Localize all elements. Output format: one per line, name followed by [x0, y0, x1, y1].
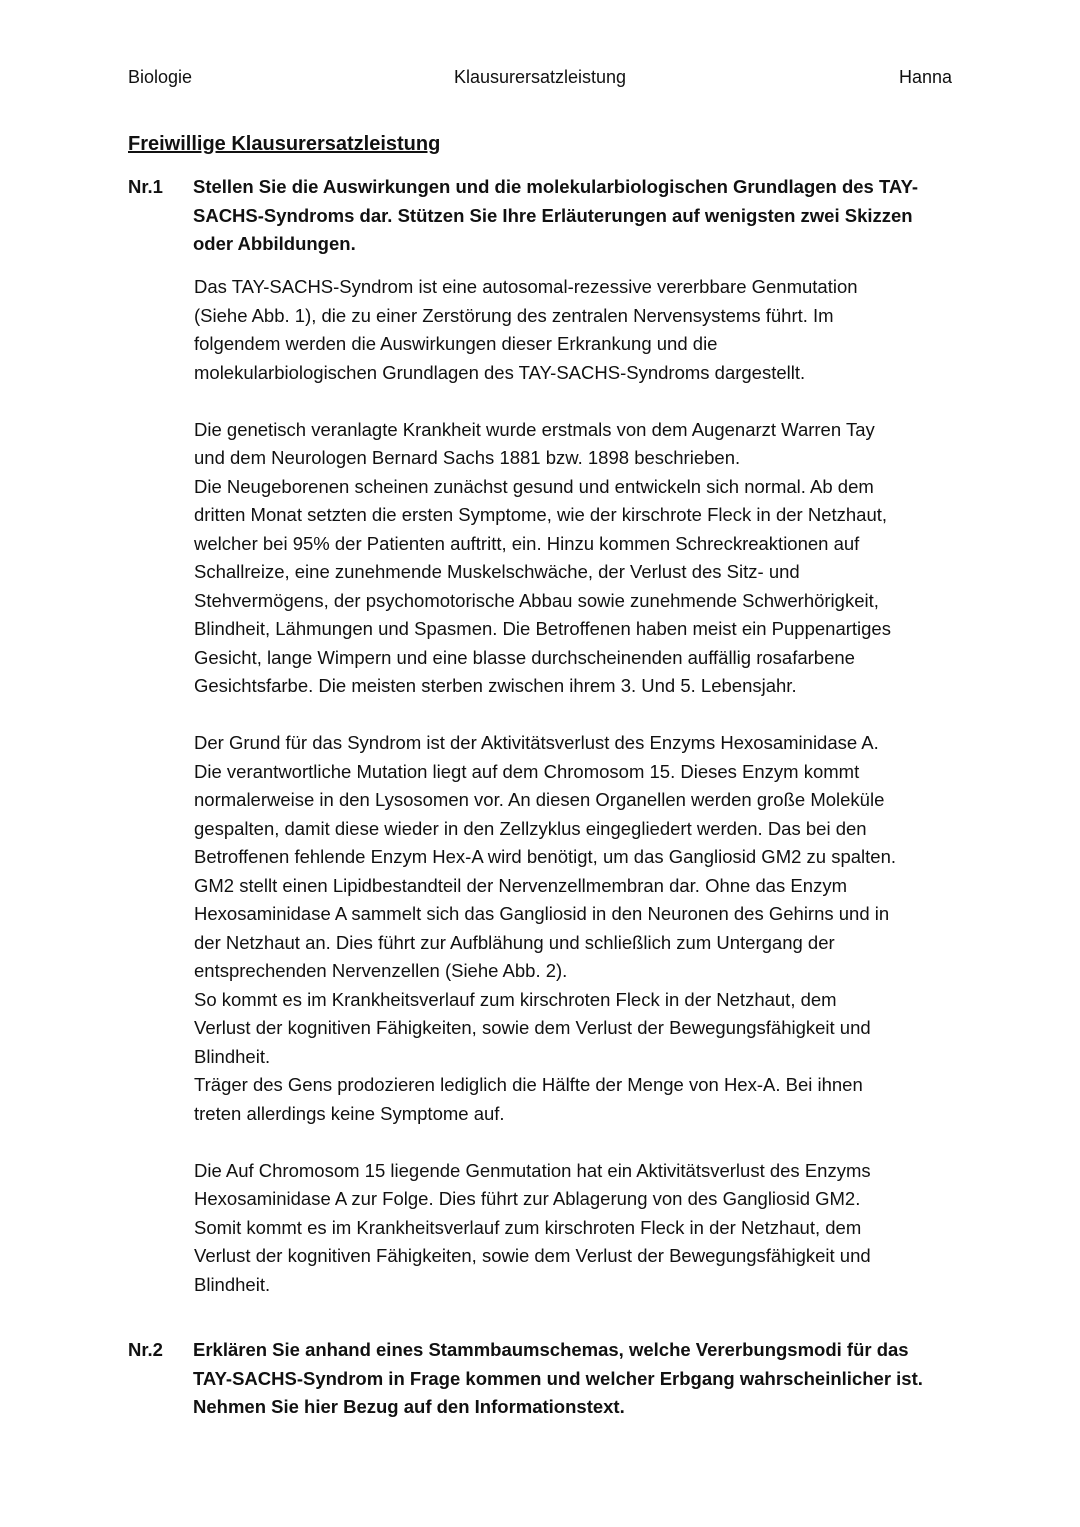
- task-question: Stellen Sie die Auswirkungen und die molekularbiologischen Grundlagen des TAY- SACHS-Syndroms dar. Stützen Sie Ihre Erläuterungen auf wenigsten zwei Skizzen oder Abbildungen.: [193, 176, 919, 254]
- answer-paragraph-molecular: Der Grund für das Syndrom ist der Aktivitätsverlust des Enzyms Hexosaminidase A. Die verantwortliche Mutation liegt auf dem Chromosom 15. Dieses Enzym kommt normalerweise in den Lysosomen vor. An diesen Organellen werden große Moleküle gespalten, damit diese wieder in den Zellzyklus eingegliedert werden. Das bei den Betroffenen fehlende Enzym Hex-A wird benötigt, um das Gangliosid GM2 zu spalten. GM2 stellt einen Lipidbestandteil der Nervenzellmembran dar. Ohne das Enzym Hexosaminidase A sammelt sich das Gangliosid in den Neuronen des Gehirns und in der Netzhaut an. Dies führt zur Aufblähung und schließlich zum Untergang der entsprechenden Nervenzellen (Siehe Abb. 2). So kommt es im Krankheitsverlauf zum kirschroten Fleck in der Netzhaut, dem Verlust der kognitiven Fähigkeiten, sowie dem Verlust der Bewegungsfähigkeit und Blindheit. Träger des Gens prodozieren lediglich die Hälfte der Menge von Hex-A. Bei ihnen treten allerdings keine Symptome auf.: [194, 732, 897, 1124]
- answer-paragraph-summary: Die Auf Chromosom 15 liegende Genmutation hat ein Aktivitätsverlust des Enzyms Hexosaminidase A zur Folge. Dies führt zur Ablagerung von des Gangliosid GM2. Somit kommt es im Krankheitsverlauf zum kirschroten Fleck in der Netzhaut, dem Verlust der kognitiven Fähigkeiten, sowie dem Verlust der Bewegungsfähigkeit und Blindheit.: [194, 1159, 871, 1295]
- task-1: [128, 173, 958, 259]
- answer-paragraph-symptoms: Die genetisch veranlagte Krankheit wurde erstmals von dem Augenarzt Warren Tay und dem Neurologen Bernard Sachs 1881 bzw. 1898 beschrieben. Die Neugeborenen scheinen zunächst gesund und entwickeln sich normal. Ab dem dritten Monat setzten die ersten Symptome, wie der kirschrote Fleck in der Netzhaut, welcher bei 95% der Patienten auftritt, ein. Hinzu kommen Schreckreaktionen auf Schallreize, eine zunehmende Muskelschwäche, der Verlust des Sitz- und Stehvermögens, der psychomotorische Abbau sowie zunehmende Schwerhörigkeit, Blindheit, Lähmungen und Spasmen. Die Betroffenen haben meist ein Puppenartiges Gesicht, lange Wimpern und eine blasse durchscheinenden auffällig rosafarbene Gesichtsfarbe. Die meisten sterben zwischen ihrem 3. Und 5. Lebensjahr.: [194, 418, 891, 696]
- task-question: Erklären Sie anhand eines Stammbaumschemas, welche Vererbungsmodi für das TAY-SACHS-Syndrom in Frage kommen und welcher Erbgang wahrscheinlicher ist. Nehmen Sie hier Bezug auf den Informationstext.: [193, 1339, 923, 1417]
- header-author: Hanna: [898, 67, 952, 87]
- answer-body: [194, 273, 964, 1328]
- header-subject: Biologie: [128, 67, 193, 87]
- header-title: Klausurersatzleistung: [453, 67, 627, 87]
- document-title: Freiwillige Klausurersatzleistung: [128, 133, 441, 155]
- answer-paragraph-intro: Das TAY-SACHS-Syndrom ist eine autosomal-rezessive vererbbare Genmutation (Siehe Abb. 1), die zu einer Zerstörung des zentralen Nervensystems führt. Im folgendem werden die Auswirkungen dieser Erkrankung und die molekularbiologischen Grundlagen des TAY-SACHS-Syndroms dargestellt.: [194, 276, 858, 383]
- task-2: [128, 1336, 958, 1422]
- task-number: Nr.1: [128, 176, 163, 197]
- task-number: Nr.2: [128, 1339, 163, 1360]
- page-header: [128, 64, 952, 90]
